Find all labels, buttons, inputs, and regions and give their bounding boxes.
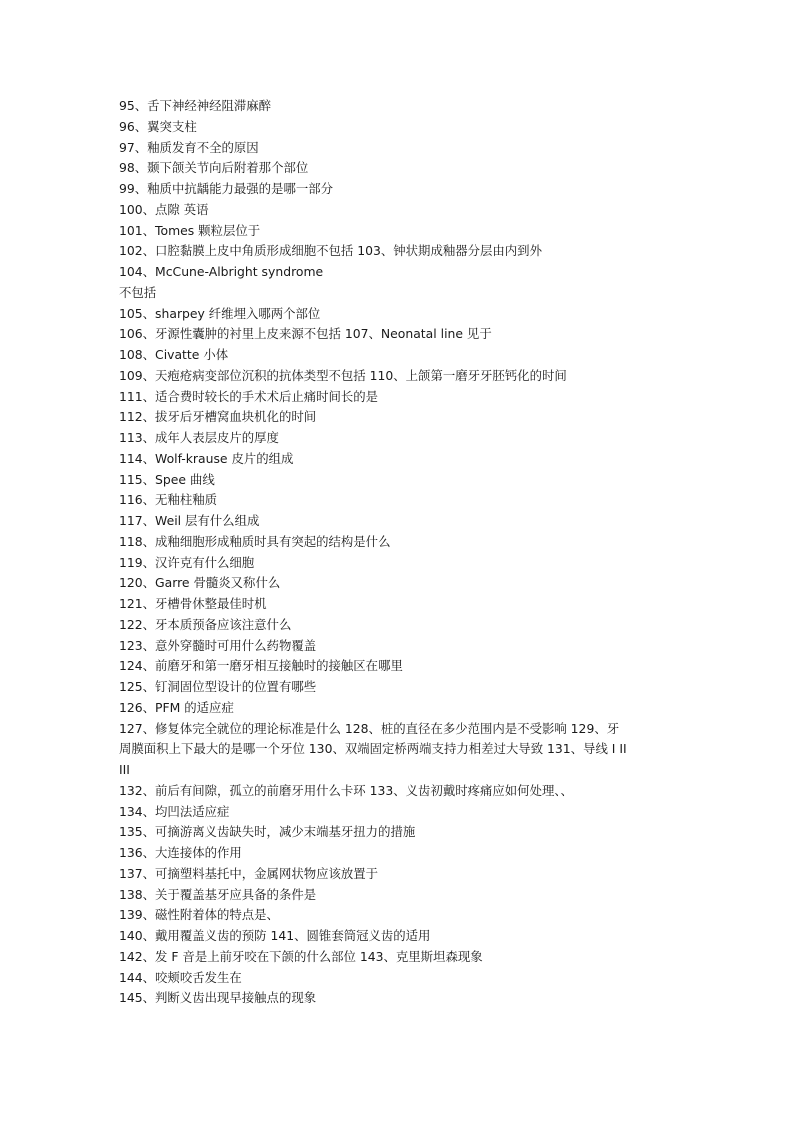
list-item: 122、牙本质预备应该注意什么 bbox=[119, 616, 292, 632]
list-item: 140、戴用覆盖义齿的预防 141、圆锥套筒冠义齿的适用 bbox=[119, 928, 431, 943]
list-item: 117、Weil 层有什么组成 bbox=[119, 513, 260, 528]
list-item: 125、钉洞固位型设计的位置有哪些 bbox=[119, 679, 317, 694]
list-item: 132、前后有间隙，孤立的前磨牙用什么卡环 133、义齿初戴时疼痛应如何处理、、 bbox=[119, 782, 573, 798]
list-item: 114、Wolf-krause 皮片的组成 bbox=[119, 450, 294, 466]
list-item: 134、均凹法适应症 bbox=[119, 803, 230, 819]
list-item: 138、关于覆盖基牙应具备的条件是 bbox=[119, 886, 317, 902]
list-item: 139、磁性附着体的特点是、 bbox=[119, 907, 279, 923]
list-item: 100、点隙 英语 bbox=[119, 201, 209, 217]
list-item: 104、McCune-Albright syndrome bbox=[119, 264, 324, 279]
document-page bbox=[119, 96, 679, 1009]
list-item: 136、大连接体的作用 bbox=[119, 845, 242, 860]
list-item: 96、翼突支柱 bbox=[119, 118, 197, 134]
list-item: 106、牙源性囊肿的衬里上皮来源不包括 107、Neonatal line 见于 bbox=[119, 326, 492, 342]
list-item: 102、口腔黏膜上皮中角质形成细胞不包括 103、钟状期成釉器分层由内到外 bbox=[119, 243, 542, 259]
list-item: 95、舌下神经神经阻滞麻醉 bbox=[119, 98, 272, 113]
list-item: 145、判断义齿出现早接触点的现象 bbox=[119, 990, 317, 1006]
list-item: 周膜面积上下最大的是哪一个牙位 130、双端固定桥两端支持力相差过大导致 131、导线 I II bbox=[119, 741, 627, 757]
list-item: 144、咬颊咬舌发生在 bbox=[119, 969, 242, 985]
list-item: 112、拔牙后牙槽窝血块机化的时间 bbox=[119, 409, 317, 425]
list-item: 127、修复体完全就位的理论标准是什么 128、桩的直径在多少范围内是不受影响 129、牙 bbox=[119, 720, 620, 736]
list-item: 不包括 bbox=[119, 284, 157, 300]
list-item: 124、前磨牙和第一磨牙相互接触时的接触区在哪里 bbox=[119, 658, 403, 674]
list-item: 97、釉质发育不全的原因 bbox=[119, 139, 259, 155]
list-item: 118、成釉细胞形成釉质时具有突起的结构是什么 bbox=[119, 533, 391, 549]
list-item: 105、sharpey 纤维埋入哪两个部位 bbox=[119, 305, 321, 321]
list-item: 113、成年人表层皮片的厚度 bbox=[119, 430, 279, 445]
list-item: 121、牙槽骨休整最佳时机 bbox=[119, 596, 267, 611]
list-item: 115、Spee 曲线 bbox=[119, 471, 215, 487]
list-item: 137、可摘塑料基托中，金属网状物应该放置于 bbox=[119, 865, 379, 881]
list-item: 120、Garre 骨髓炎又称什么 bbox=[119, 575, 281, 591]
list-item: III bbox=[119, 762, 130, 777]
list-item: 116、无釉柱釉质 bbox=[119, 492, 217, 508]
list-item: 126、PFM 的适应症 bbox=[119, 699, 234, 715]
list-item: 108、Civatte 小体 bbox=[119, 347, 229, 362]
list-item: 111、适合费时较长的手术术后止痛时间长的是 bbox=[119, 388, 379, 404]
list-item: 142、发 F 音是上前牙咬在下颌的什么部位 143、克里斯坦森现象 bbox=[119, 948, 483, 964]
list-item: 123、意外穿髓时可用什么药物覆盖 bbox=[119, 637, 317, 653]
list-item: 109、天疱疮病变部位沉积的抗体类型不包括 110、上颌第一磨牙牙胚钙化的时间 bbox=[119, 367, 567, 383]
list-item: 98、颞下颌关节向后附着那个部位 bbox=[119, 160, 309, 176]
list-item: 101、Tomes 颗粒层位于 bbox=[119, 222, 261, 238]
list-item: 135、可摘游离义齿缺失时，减少末端基牙扭力的措施 bbox=[119, 824, 416, 840]
list-item: 99、釉质中抗龋能力最强的是哪一部分 bbox=[119, 181, 334, 196]
list-item: 119、汉许克有什么细胞 bbox=[119, 554, 255, 570]
